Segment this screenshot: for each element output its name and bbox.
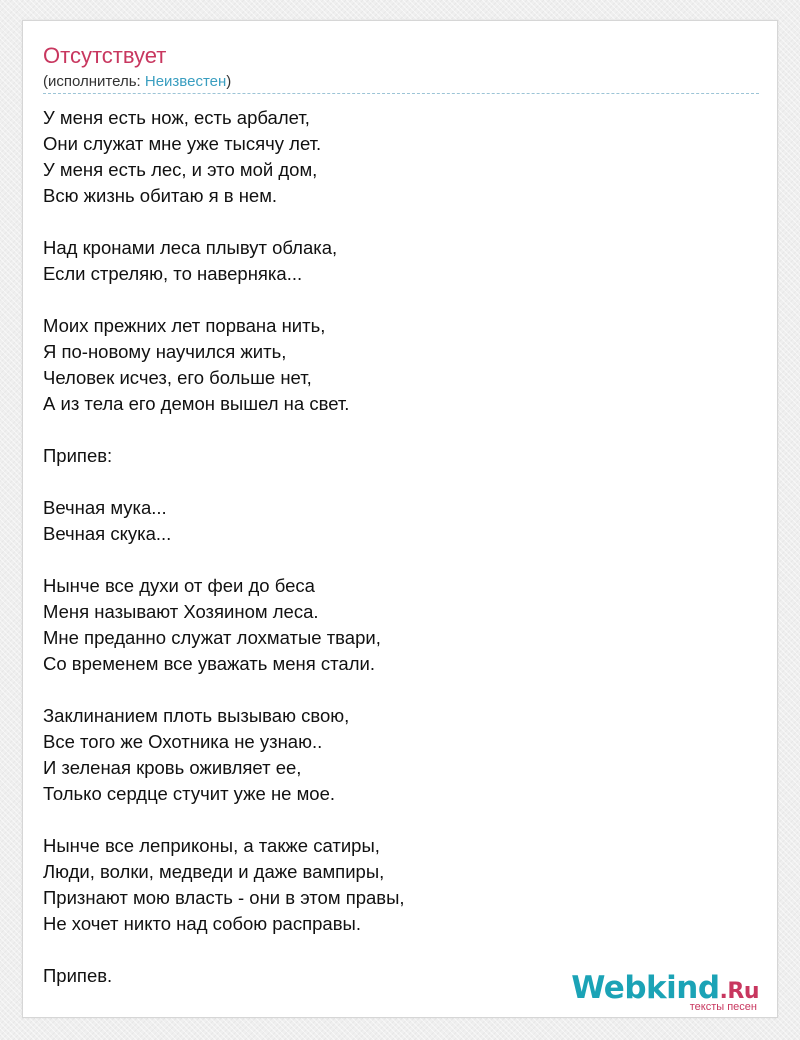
lyric-line: Я по-новому научился жить,: [43, 341, 287, 362]
lyric-line: Припев:: [43, 445, 113, 466]
lyric-line: Заклинанием плоть вызываю свою,: [43, 705, 350, 726]
lyric-line: Все того же Охотника не узнаю..: [43, 731, 323, 752]
song-title: Отсутствует: [43, 43, 167, 68]
lyric-line: Люди, волки, медведи и даже вампиры,: [43, 861, 385, 882]
lyrics-card: [22, 20, 778, 1018]
lyric-blank-line: [43, 469, 759, 495]
lyric-line: Над кронами леса плывут облака,: [43, 237, 338, 258]
divider: [43, 93, 759, 94]
lyric-line: Нынче все леприконы, а также сатиры,: [43, 835, 380, 856]
lyric-blank-line: [43, 209, 759, 235]
logo-wordmark: Webkind.Ru: [571, 970, 759, 1006]
lyric-line: Вечная скука...: [43, 523, 172, 544]
artist-line: [43, 73, 231, 91]
lyric-line: У меня есть лес, и это мой дом,: [43, 159, 318, 180]
lyric-blank-line: [43, 677, 759, 703]
lyric-line: Только сердце стучит уже не мое.: [43, 783, 336, 804]
lyric-line: Меня называют Хозяином леса.: [43, 601, 319, 622]
artist-suffix: ): [226, 73, 232, 90]
lyric-line: Признают мою власть - они в этом правы,: [43, 887, 405, 908]
lyric-blank-line: [43, 807, 759, 833]
lyric-line: Нынче все духи от феи до беса: [43, 575, 315, 596]
lyric-line: Не хочет никто над собою расправы.: [43, 913, 361, 934]
lyric-blank-line: [43, 547, 759, 573]
lyric-line: Они служат мне уже тысячу лет.: [43, 133, 322, 154]
site-logo[interactable]: [571, 970, 769, 1015]
lyric-line: Вечная мука...: [43, 497, 167, 518]
lyrics-text: [43, 105, 759, 989]
lyric-blank-line: [43, 417, 759, 443]
lyric-line: Мне преданно служат лохматые твари,: [43, 627, 381, 648]
lyric-blank-line: [43, 287, 759, 313]
lyric-line: И зеленая кровь оживляет ее,: [43, 757, 302, 778]
artist-link[interactable]: Неизвестен: [144, 73, 227, 90]
lyric-line: Если стреляю, то наверняка...: [43, 263, 303, 284]
artist-prefix: (исполнитель:: [43, 73, 145, 90]
lyric-line: Всю жизнь обитаю я в нем.: [43, 185, 278, 206]
lyric-line: Моих прежних лет порвана нить,: [43, 315, 326, 336]
lyric-blank-line: [43, 937, 759, 963]
lyric-line: А из тела его демон вышел на свет.: [43, 393, 350, 414]
lyric-line: Припев.: [43, 965, 113, 986]
lyric-line: Со временем все уважать меня стали.: [43, 653, 375, 674]
lyric-line: Человек исчез, его больше нет,: [43, 367, 312, 388]
logo-tagline: тексты песен: [689, 1001, 757, 1013]
lyric-line: У меня есть нож, есть арбалет,: [43, 107, 310, 128]
